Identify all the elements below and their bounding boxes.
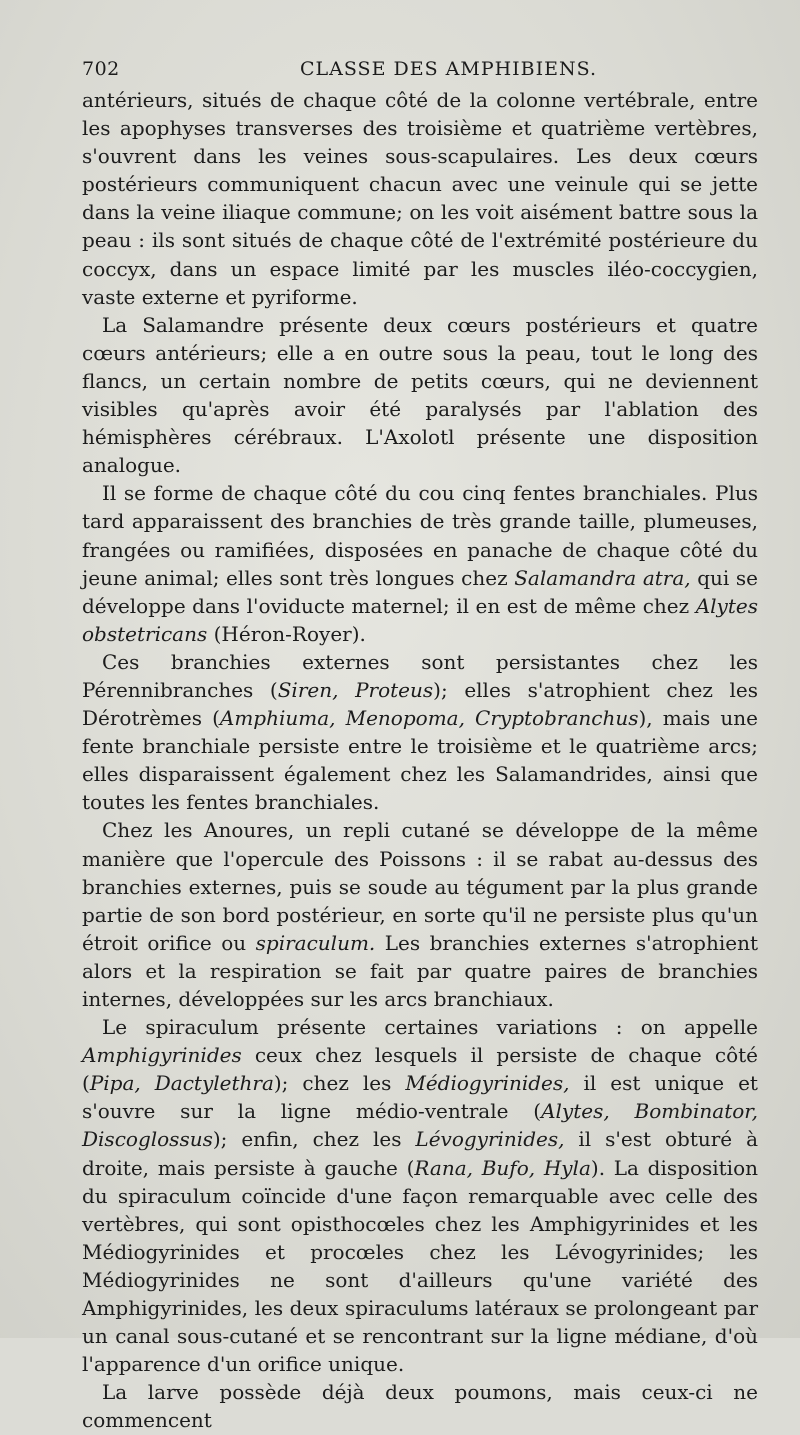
body-text xyxy=(82,86,758,1435)
text-run: ceux chez lesquels il persiste de chaque côté ( xyxy=(82,1043,758,1096)
text-run: (Héron-Royer). xyxy=(207,621,366,646)
text-run: ); enfin, chez les xyxy=(212,1127,416,1152)
paragraph xyxy=(82,816,758,1013)
paragraph xyxy=(82,479,758,648)
text-run: La Salamandre présente deux cœurs postérieurs et quatre cœurs antérieurs; elle a en outre sous la peau, tout le long des flancs, un certain nombre de petits cœurs, qui ne deviennent visibles qu'après avoir été paralysés par l'ablation des hémisphères cérébraux. L'Axolotl présente une disposition analogue. xyxy=(82,312,758,478)
page-number: 702 xyxy=(82,58,120,80)
paragraph xyxy=(82,311,758,480)
italic-term: Rana, Bufo, Hyla xyxy=(414,1155,591,1180)
text-run: qui se développe dans l'oviducte maternel; il en est de même chez xyxy=(82,565,758,618)
text-run: il s'est obturé à droite, mais persiste à gauche ( xyxy=(82,1127,758,1180)
text-run: il est unique et s'ouvre sur la ligne médio-ventrale ( xyxy=(82,1071,758,1124)
text-run: ), mais une fente branchiale persiste entre le troisième et le quatrième arcs; elles disparaissent également chez les Salamandrides, ainsi que toutes les fentes branchiales. xyxy=(82,706,758,815)
text-run: ); elles s'atrophient chez les Dérotrèmes ( xyxy=(82,677,758,731)
paragraph xyxy=(82,1378,758,1434)
text-run: Chez les Anoures, un repli cutané se développe de la même manière que l'opercule des Poissons : il se rabat au-dessus des branchies externes, puis se soude au tégument par la plus grande partie de son bord postérieur, en sorte qu'il ne persiste plus qu'un étroit orifice ou xyxy=(82,818,758,955)
text-run: Les branchies externes s'atrophient alors et la respiration se fait par quatre paires de branchies internes, développées sur les arcs branchiaux. xyxy=(82,930,758,1011)
italic-term: Alytes obstetricans xyxy=(82,593,758,646)
italic-term: Pipa, Dactylethra xyxy=(89,1071,274,1096)
text-run: La larve possède déjà deux poumons, mais ceux-ci ne commencent xyxy=(82,1380,758,1433)
italic-term: Alytes, Bombinator, Discoglossus xyxy=(82,1099,758,1152)
text-run: Ces branchies externes sont persistantes chez les Pérennibranches ( xyxy=(82,649,758,702)
italic-term: Amphigyrinides xyxy=(82,1043,242,1068)
text-run: antérieurs, situés de chaque côté de la colonne vertébrale, entre les apophyses transverses des troisième et quatrième vertèbres, s'ouvrent dans les veines sous-scapulaires. Les deux cœurs postérieurs communiquent chacun avec une veinule qui se jette dans la veine iliaque commune; on les voit aisément battre sous la peau : ils sont situés de chaque côté de l'extrémité postérieure du coccyx, dans un espace limité par les muscles iléo-coccygien, vaste externe et pyriforme. xyxy=(82,88,758,309)
paragraph xyxy=(82,86,758,311)
italic-term: Lévogyrinides, xyxy=(415,1127,565,1152)
paragraph xyxy=(82,1013,758,1378)
italic-term: spiraculum. xyxy=(255,930,376,955)
paragraph xyxy=(82,648,758,817)
running-head: CLASSE DES AMPHIBIENS. xyxy=(300,58,598,80)
italic-term: Amphiuma, Menopoma, Cryptobranchus xyxy=(219,706,639,731)
text-run: ); chez les xyxy=(273,1071,406,1096)
text-run: ). La disposition du spiraculum coïncide d'une façon remarquable avec celle des vertèbres, qui sont opisthocœles chez les Amphigyrinides et les Médiogyrinides et procœles chez les Lévogyrinides; les Médiogyrinides ne sont d'ailleurs qu'une variété des Amphigyrinides, les deux spiraculums latéraux se prolongeant par un canal sous-cutané et se rencontrant sur la ligne médiane, d'où l'apparence d'un orifice unique. xyxy=(82,1155,759,1377)
text-run: Le spiraculum présente certaines variations : on appelle xyxy=(102,1015,758,1040)
italic-term: Salamandra atra, xyxy=(514,565,691,590)
italic-term: Siren, Proteus xyxy=(277,677,434,702)
page-header xyxy=(82,50,758,86)
italic-term: Médiogyrinides, xyxy=(405,1071,570,1096)
text-run: Il se forme de chaque côté du cou cinq fentes branchiales. Plus tard apparaissent des branchies de très grande taille, plumeuses, frangées ou ramifiées, disposées en panache de chaque côté du jeune animal; elles sont très longues chez xyxy=(82,481,758,590)
